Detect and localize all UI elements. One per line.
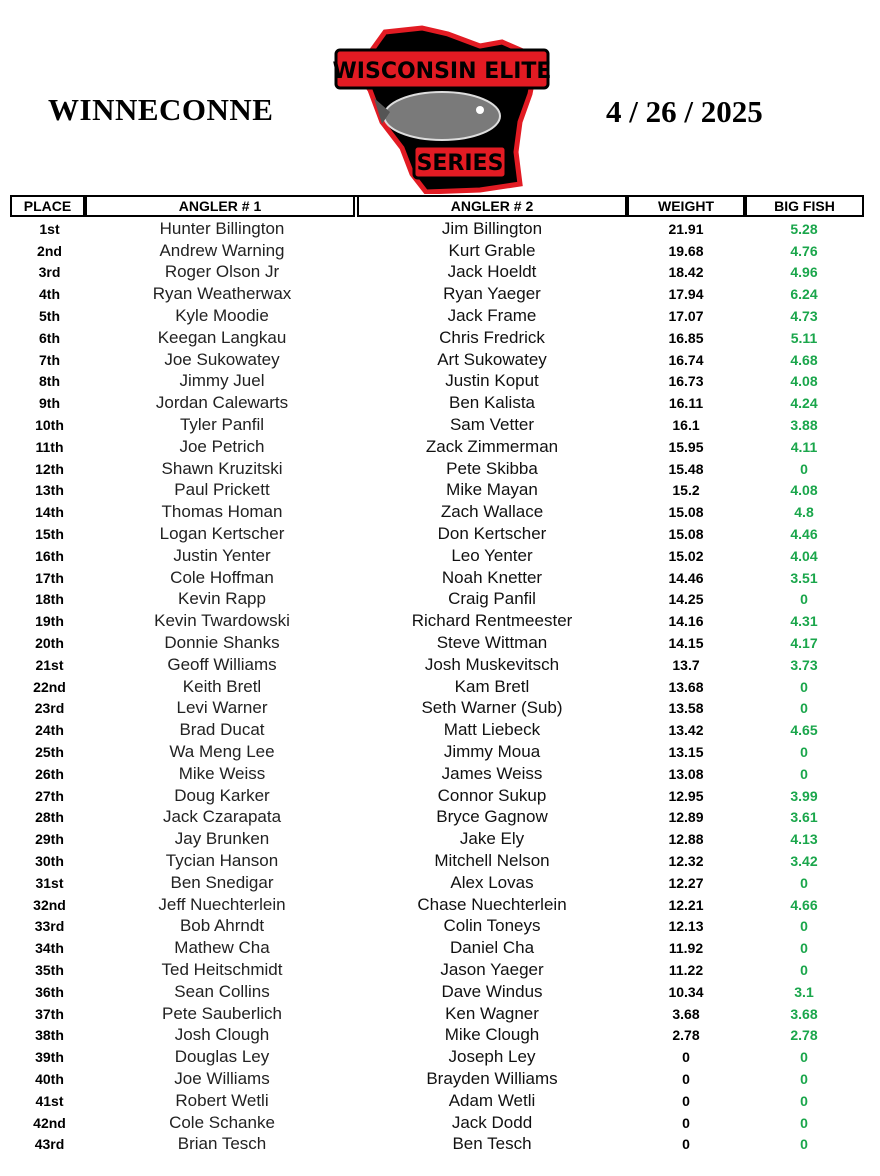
cell-angler-2: Jack Dodd [451, 1112, 533, 1132]
cell-angler-1: Mike Weiss [178, 763, 266, 783]
table-row [12, 959, 863, 981]
logo-top-text: WISCONSIN ELITE [332, 59, 552, 84]
cell-angler-2: Zack Zimmerman [425, 436, 559, 456]
cell-angler-2: Ben Kalista [449, 393, 535, 413]
cell-big-fish: 4.73 [790, 308, 818, 325]
cell-place: 3rd [38, 264, 61, 281]
cell-angler-1: Josh Clough [174, 1025, 270, 1045]
cell-weight: 14.25 [668, 591, 704, 608]
cell-angler-1: Joe Williams [174, 1068, 270, 1088]
table-row [12, 1068, 863, 1090]
table-row [12, 981, 863, 1003]
cell-place: 34th [35, 940, 64, 957]
cell-place: 14th [35, 504, 64, 521]
table-row [12, 218, 863, 240]
table-row [12, 916, 863, 938]
cell-angler-2: Don Kertscher [437, 524, 547, 544]
cell-angler-1: Douglas Ley [174, 1047, 270, 1067]
cell-weight: 12.21 [668, 896, 704, 913]
cell-place: 1st [39, 220, 60, 237]
cell-place: 35th [35, 961, 64, 978]
cell-angler-2: Ben Tesch [452, 1134, 532, 1154]
cell-weight: 0 [682, 1049, 690, 1066]
cell-weight: 16.85 [668, 329, 704, 346]
header-big-fish: BIG FISH [745, 195, 864, 217]
column-header-row [10, 195, 864, 217]
cell-angler-1: Doug Karker [174, 785, 270, 805]
table-row [12, 1112, 863, 1134]
cell-place: 18th [35, 591, 64, 608]
cell-angler-2: Joseph Ley [448, 1047, 536, 1067]
cell-big-fish: 4.04 [790, 547, 818, 564]
cell-angler-1: Kyle Moodie [175, 306, 269, 326]
table-row [12, 785, 863, 807]
table-row [12, 1024, 863, 1046]
cell-big-fish: 4.17 [790, 635, 818, 652]
table-row [12, 458, 863, 480]
cell-angler-1: Joe Petrich [179, 436, 265, 456]
cell-weight: 12.88 [668, 831, 704, 848]
table-row [12, 1046, 863, 1068]
table-row [12, 480, 863, 502]
cell-angler-1: Brian Tesch [177, 1134, 267, 1154]
cell-big-fish: 3.61 [790, 809, 818, 826]
table-row [12, 894, 863, 916]
cell-big-fish: 4.08 [790, 482, 818, 499]
cell-weight: 13.42 [668, 722, 704, 739]
cell-angler-2: Art Sukowatey [437, 349, 547, 369]
table-row [12, 589, 863, 611]
cell-angler-1: Cole Hoffman [170, 567, 274, 587]
cell-weight: 12.95 [668, 787, 704, 804]
cell-angler-1: Robert Wetli [175, 1090, 269, 1110]
cell-angler-1: Justin Yenter [173, 545, 271, 565]
cell-weight: 15.95 [668, 438, 704, 455]
cell-angler-1: Kevin Twardowski [154, 611, 290, 631]
cell-weight: 15.48 [668, 460, 704, 477]
cell-angler-2: Jake Ely [459, 829, 525, 849]
cell-angler-1: Logan Kertscher [159, 524, 285, 544]
cell-angler-2: Jack Hoeldt [447, 262, 537, 282]
table-row [12, 349, 863, 371]
cell-place: 26th [35, 765, 64, 782]
table-row [12, 371, 863, 393]
cell-weight: 12.89 [668, 809, 704, 826]
cell-weight: 16.74 [668, 351, 704, 368]
table-row [12, 501, 863, 523]
cell-big-fish: 4.13 [790, 831, 818, 848]
cell-angler-1: Jack Czarapata [162, 807, 282, 827]
cell-angler-2: Jim Billington [441, 218, 543, 238]
cell-place: 27th [35, 787, 64, 804]
cell-angler-2: Steve Wittman [436, 633, 548, 653]
cell-big-fish: 0 [800, 1114, 808, 1131]
table-row [12, 262, 863, 284]
cell-big-fish: 3.88 [790, 417, 818, 434]
cell-place: 24th [35, 722, 64, 739]
cell-angler-2: Mitchell Nelson [434, 851, 550, 870]
cell-angler-1: Sean Collins [174, 981, 270, 1001]
cell-place: 9th [39, 395, 60, 412]
cell-place: 11th [35, 438, 64, 455]
cell-angler-2: Ken Wagner [445, 1003, 539, 1023]
cell-angler-2: Chase Nuechterlein [417, 894, 567, 914]
cell-big-fish: 0 [800, 874, 808, 891]
cell-place: 19th [35, 613, 64, 630]
cell-angler-1: Keith Bretl [182, 676, 262, 696]
table-row [12, 850, 863, 872]
cell-angler-1: Hunter Billington [159, 218, 285, 238]
cell-weight: 13.68 [668, 678, 704, 695]
cell-angler-1: Tycian Hanson [165, 851, 279, 870]
table-row [12, 719, 863, 741]
cell-angler-1: Brad Ducat [179, 720, 265, 740]
cell-angler-1: Levi Warner [176, 698, 268, 718]
cell-angler-2: Leo Yenter [451, 545, 533, 565]
cell-angler-1: Mathew Cha [174, 938, 270, 958]
cell-angler-1: Jordan Calewarts [155, 393, 289, 413]
cell-place: 28th [35, 809, 64, 826]
cell-big-fish: 0 [800, 765, 808, 782]
cell-place: 25th [35, 744, 64, 761]
table-row [12, 283, 863, 305]
cell-angler-2: Josh Muskevitsch [424, 654, 560, 674]
cell-weight: 14.46 [668, 569, 704, 586]
cell-angler-2: Adam Wetli [448, 1090, 536, 1110]
cell-place: 31st [35, 874, 64, 891]
table-row [12, 937, 863, 959]
cell-angler-1: Shawn Kruzitski [161, 458, 283, 478]
cell-big-fish: 0 [800, 1049, 808, 1066]
cell-place: 13th [35, 482, 64, 499]
cell-weight: 12.27 [668, 874, 704, 891]
cell-angler-2: Alex Lovas [450, 872, 534, 892]
results-table [12, 218, 863, 1155]
cell-big-fish: 3.99 [790, 787, 818, 804]
cell-place: 38th [35, 1027, 64, 1044]
cell-angler-2: Ryan Yaeger [443, 284, 541, 304]
cell-big-fish: 4.31 [790, 613, 818, 630]
cell-weight: 16.73 [668, 373, 704, 390]
cell-weight: 0 [682, 1136, 690, 1153]
cell-weight: 0 [682, 1070, 690, 1087]
cell-angler-1: Pete Sauberlich [161, 1003, 283, 1023]
cell-angler-2: Richard Rentmeester [411, 611, 573, 631]
cell-angler-2: Justin Koput [445, 371, 539, 391]
cell-place: 36th [35, 983, 64, 1000]
cell-weight: 11.22 [668, 961, 704, 978]
cell-place: 40th [35, 1070, 64, 1087]
cell-place: 5th [39, 308, 60, 325]
cell-place: 21st [35, 656, 64, 673]
cell-angler-1: Wa Meng Lee [169, 742, 275, 762]
cell-place: 8th [39, 373, 60, 390]
cell-weight: 15.08 [668, 526, 704, 543]
cell-weight: 19.68 [668, 242, 704, 259]
table-row [12, 807, 863, 829]
cell-big-fish: 0 [800, 940, 808, 957]
cell-angler-1: Bob Ahrndt [179, 916, 265, 936]
cell-weight: 18.42 [668, 264, 704, 281]
cell-place: 29th [35, 831, 64, 848]
cell-angler-2: Seth Warner (Sub) [421, 698, 563, 718]
cell-weight: 13.08 [668, 765, 704, 782]
cell-angler-2: Brayden Williams [426, 1068, 558, 1088]
cell-weight: 16.11 [668, 395, 704, 412]
cell-place: 7th [39, 351, 60, 368]
cell-weight: 13.15 [668, 744, 704, 761]
table-row [12, 567, 863, 589]
table-row [12, 676, 863, 698]
cell-place: 37th [35, 1005, 64, 1022]
cell-weight: 0 [682, 1114, 690, 1131]
table-row [12, 545, 863, 567]
table-row [12, 240, 863, 262]
cell-big-fish: 0 [800, 1070, 808, 1087]
cell-angler-2: Jimmy Moua [443, 742, 541, 762]
cell-big-fish: 0 [800, 591, 808, 608]
cell-weight: 2.78 [672, 1027, 700, 1044]
lake-name: WINNECONNE [48, 92, 274, 127]
cell-weight: 13.7 [672, 656, 700, 673]
cell-angler-1: Paul Prickett [174, 480, 270, 500]
cell-big-fish: 0 [800, 918, 808, 935]
cell-place: 4th [39, 286, 60, 303]
cell-angler-2: Pete Skibba [446, 458, 538, 478]
cell-big-fish: 3.51 [790, 569, 818, 586]
table-row [12, 763, 863, 785]
cell-angler-2: Daniel Cha [449, 938, 535, 958]
cell-angler-2: Mike Mayan [446, 480, 538, 500]
cell-angler-1: Donnie Shanks [164, 633, 280, 653]
cell-angler-1: Geoff Williams [167, 654, 277, 674]
cell-weight: 17.94 [668, 286, 704, 303]
cell-angler-1: Kevin Rapp [178, 589, 266, 609]
cell-big-fish: 2.78 [790, 1027, 818, 1044]
cell-big-fish: 4.24 [790, 395, 818, 412]
cell-angler-1: Andrew Warning [159, 240, 285, 260]
cell-big-fish: 6.24 [790, 286, 818, 303]
cell-angler-2: Matt Liebeck [443, 720, 541, 740]
cell-place: 32nd [33, 896, 66, 913]
cell-big-fish: 0 [800, 460, 808, 477]
cell-angler-1: Tyler Panfil [179, 415, 265, 435]
cell-weight: 21.91 [668, 220, 704, 237]
table-row [12, 327, 863, 349]
cell-place: 17th [35, 569, 64, 586]
cell-place: 15th [35, 526, 64, 543]
cell-big-fish: 0 [800, 700, 808, 717]
cell-angler-1: Ted Heitschmidt [161, 959, 283, 979]
cell-angler-2: Jason Yaeger [440, 959, 544, 979]
cell-angler-2: Connor Sukup [437, 785, 547, 805]
cell-angler-1: Jay Brunken [174, 829, 270, 849]
cell-angler-1: Roger Olson Jr [164, 262, 280, 282]
event-date: 4 / 26 / 2025 [606, 94, 763, 129]
cell-place: 16th [35, 547, 64, 564]
cell-angler-2: Noah Knetter [441, 567, 543, 587]
cell-place: 10th [35, 417, 64, 434]
cell-place: 20th [35, 635, 64, 652]
table-row [12, 654, 863, 676]
cell-big-fish: 3.68 [790, 1005, 818, 1022]
cell-weight: 15.02 [668, 547, 704, 564]
cell-angler-1: Ryan Weatherwax [152, 284, 292, 304]
table-row [12, 305, 863, 327]
cell-place: 2nd [37, 242, 62, 259]
cell-angler-2: Kurt Grable [448, 240, 536, 260]
table-row [12, 828, 863, 850]
cell-place: 12th [35, 460, 64, 477]
table-row [12, 610, 863, 632]
cell-big-fish: 4.08 [790, 373, 818, 390]
cell-angler-1: Cole Schanke [169, 1112, 275, 1132]
table-row [12, 872, 863, 894]
cell-place: 33rd [34, 918, 65, 935]
cell-angler-1: Keegan Langkau [157, 327, 287, 347]
cell-weight: 0 [682, 1092, 690, 1109]
cell-weight: 15.08 [668, 504, 704, 521]
cell-place: 23rd [34, 700, 65, 717]
cell-big-fish: 0 [800, 1092, 808, 1109]
cell-big-fish: 3.42 [790, 853, 818, 869]
cell-weight: 14.16 [668, 613, 704, 630]
header-angler-1: ANGLER # 1 [85, 195, 355, 217]
cell-big-fish: 3.1 [794, 983, 814, 1000]
cell-angler-1: Joe Sukowatey [164, 349, 280, 369]
cell-big-fish: 4.11 [790, 438, 818, 455]
cell-angler-2: Mike Clough [444, 1025, 540, 1045]
table-row [12, 698, 863, 720]
cell-big-fish: 5.28 [790, 220, 818, 237]
cell-angler-2: Dave Windus [441, 981, 543, 1001]
header-weight: WEIGHT [627, 195, 745, 217]
cell-big-fish: 0 [800, 961, 808, 978]
cell-angler-2: Chris Fredrick [439, 327, 545, 347]
cell-big-fish: 0 [800, 678, 808, 695]
cell-place: 22nd [33, 678, 66, 695]
table-row [12, 414, 863, 436]
cell-angler-2: Zach Wallace [440, 502, 544, 522]
table-row [12, 632, 863, 654]
cell-big-fish: 0 [800, 1136, 808, 1153]
cell-weight: 17.07 [668, 308, 704, 325]
table-row [12, 392, 863, 414]
cell-big-fish: 3.73 [790, 656, 818, 673]
wisconsin-elite-series-logo [330, 24, 555, 194]
logo-bottom-text: SERIES [416, 151, 504, 176]
table-row [12, 436, 863, 458]
cell-big-fish: 5.11 [790, 329, 818, 346]
table-row [12, 1090, 863, 1112]
cell-big-fish: 4.66 [790, 896, 818, 913]
header-angler-2: ANGLER # 2 [357, 195, 627, 217]
cell-angler-1: Ben Snedigar [170, 872, 274, 892]
cell-weight: 15.2 [672, 482, 700, 499]
cell-angler-1: Jeff Nuechterlein [158, 894, 286, 914]
cell-big-fish: 4.8 [794, 504, 814, 521]
cell-big-fish: 4.76 [790, 242, 818, 259]
cell-weight: 13.58 [668, 700, 704, 717]
cell-angler-2: Sam Vetter [449, 415, 535, 435]
cell-big-fish: 4.68 [790, 351, 818, 368]
table-row [12, 1003, 863, 1025]
cell-angler-2: Bryce Gagnow [436, 807, 548, 827]
cell-weight: 12.13 [668, 918, 704, 935]
cell-angler-2: Kam Bretl [454, 676, 530, 696]
cell-place: 39th [35, 1049, 64, 1066]
table-row [12, 523, 863, 545]
cell-angler-1: Thomas Homan [161, 502, 283, 522]
cell-big-fish: 0 [800, 744, 808, 761]
cell-place: 41st [35, 1092, 64, 1109]
cell-weight: 3.68 [672, 1005, 700, 1022]
table-row [12, 741, 863, 763]
cell-weight: 16.1 [672, 417, 700, 434]
cell-weight: 12.32 [668, 853, 704, 869]
cell-angler-2: Colin Toneys [443, 916, 541, 936]
cell-place: 30th [35, 853, 64, 869]
cell-big-fish: 4.46 [790, 526, 818, 543]
cell-angler-2: James Weiss [441, 763, 543, 783]
cell-angler-2: Jack Frame [447, 306, 537, 326]
cell-weight: 14.15 [668, 635, 704, 652]
cell-angler-1: Jimmy Juel [179, 371, 265, 391]
cell-angler-2: Craig Panfil [448, 589, 536, 609]
cell-weight: 11.92 [668, 940, 704, 957]
cell-place: 42nd [33, 1114, 66, 1131]
header-place: PLACE [10, 195, 85, 217]
cell-big-fish: 4.65 [790, 722, 818, 739]
cell-place: 6th [39, 329, 60, 346]
table-row [12, 1133, 863, 1155]
cell-place: 43rd [34, 1136, 65, 1153]
cell-weight: 10.34 [668, 983, 704, 1000]
cell-big-fish: 4.96 [790, 264, 818, 281]
bass-fish-icon [384, 92, 500, 140]
